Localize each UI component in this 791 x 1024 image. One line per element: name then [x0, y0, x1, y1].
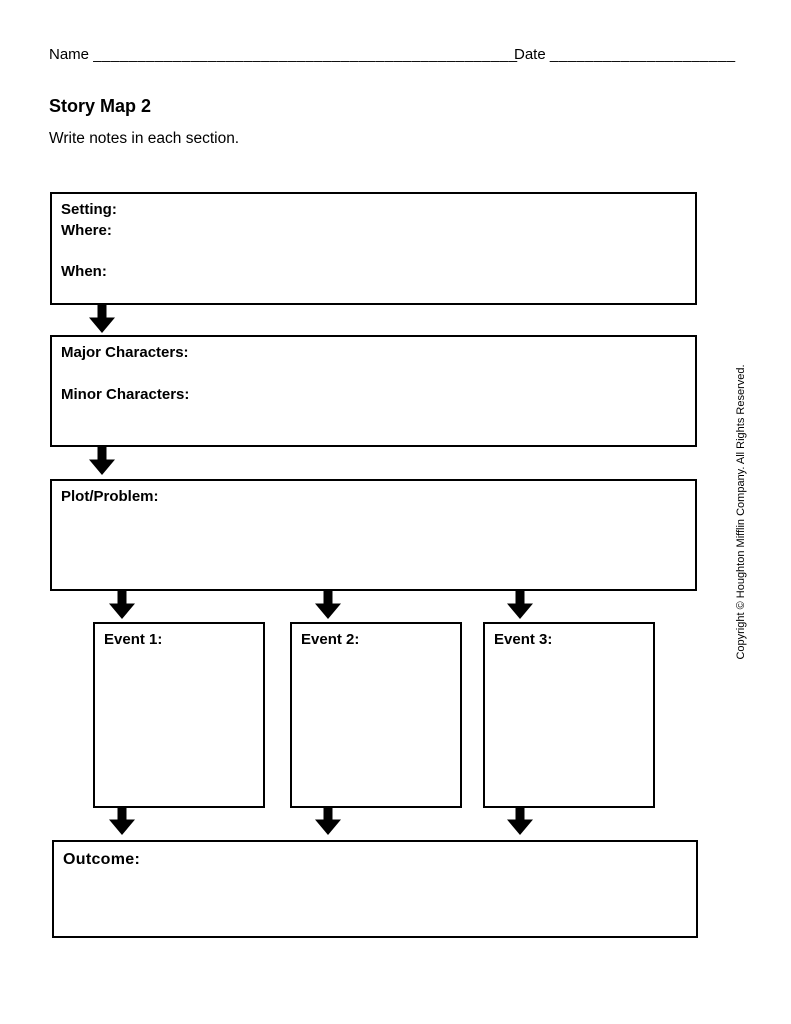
- down-arrow-icon: [89, 446, 115, 475]
- page-title: Story Map 2: [49, 96, 152, 116]
- event-2-label: Event 2:: [301, 631, 360, 648]
- copyright-text: Copyright © Houghton Mifflin Company. All Rights Reserved.: [735, 364, 747, 660]
- down-arrow-icon: [89, 304, 115, 333]
- down-arrow-icon: [507, 806, 533, 835]
- setting-label: Setting:: [61, 201, 117, 218]
- date-blank-line: _____________________: [549, 46, 736, 63]
- when-label: When:: [61, 263, 107, 280]
- characters-box: [50, 335, 697, 447]
- down-arrow-icon: [507, 590, 533, 619]
- minor-characters-label: Minor Characters:: [61, 385, 190, 403]
- event-3-label: Event 3:: [494, 631, 553, 648]
- where-label: Where:: [61, 221, 112, 239]
- outcome-label: Outcome:: [63, 851, 141, 868]
- down-arrow-icon: [109, 590, 135, 619]
- event-3-box: [483, 622, 655, 808]
- plot-problem-label: Plot/Problem:: [61, 488, 159, 505]
- event-1-label: Event 1:: [104, 631, 163, 648]
- event-2-box: [290, 622, 462, 808]
- name-blank-line: ________________________________________________: [93, 46, 518, 63]
- outcome-box: [52, 840, 698, 938]
- down-arrow-icon: [109, 806, 135, 835]
- name-label: Name: [49, 46, 90, 63]
- event-1-box: [93, 622, 265, 808]
- date-field-row: [514, 46, 736, 64]
- down-arrow-icon: [315, 590, 341, 619]
- name-field-row: [49, 46, 518, 64]
- setting-box: [50, 192, 697, 305]
- instructions-text: Write notes in each section.: [49, 130, 240, 147]
- major-characters-label: Major Characters:: [61, 344, 189, 361]
- plot-problem-box: [50, 479, 697, 591]
- down-arrow-icon: [315, 806, 341, 835]
- date-label: Date: [514, 46, 546, 63]
